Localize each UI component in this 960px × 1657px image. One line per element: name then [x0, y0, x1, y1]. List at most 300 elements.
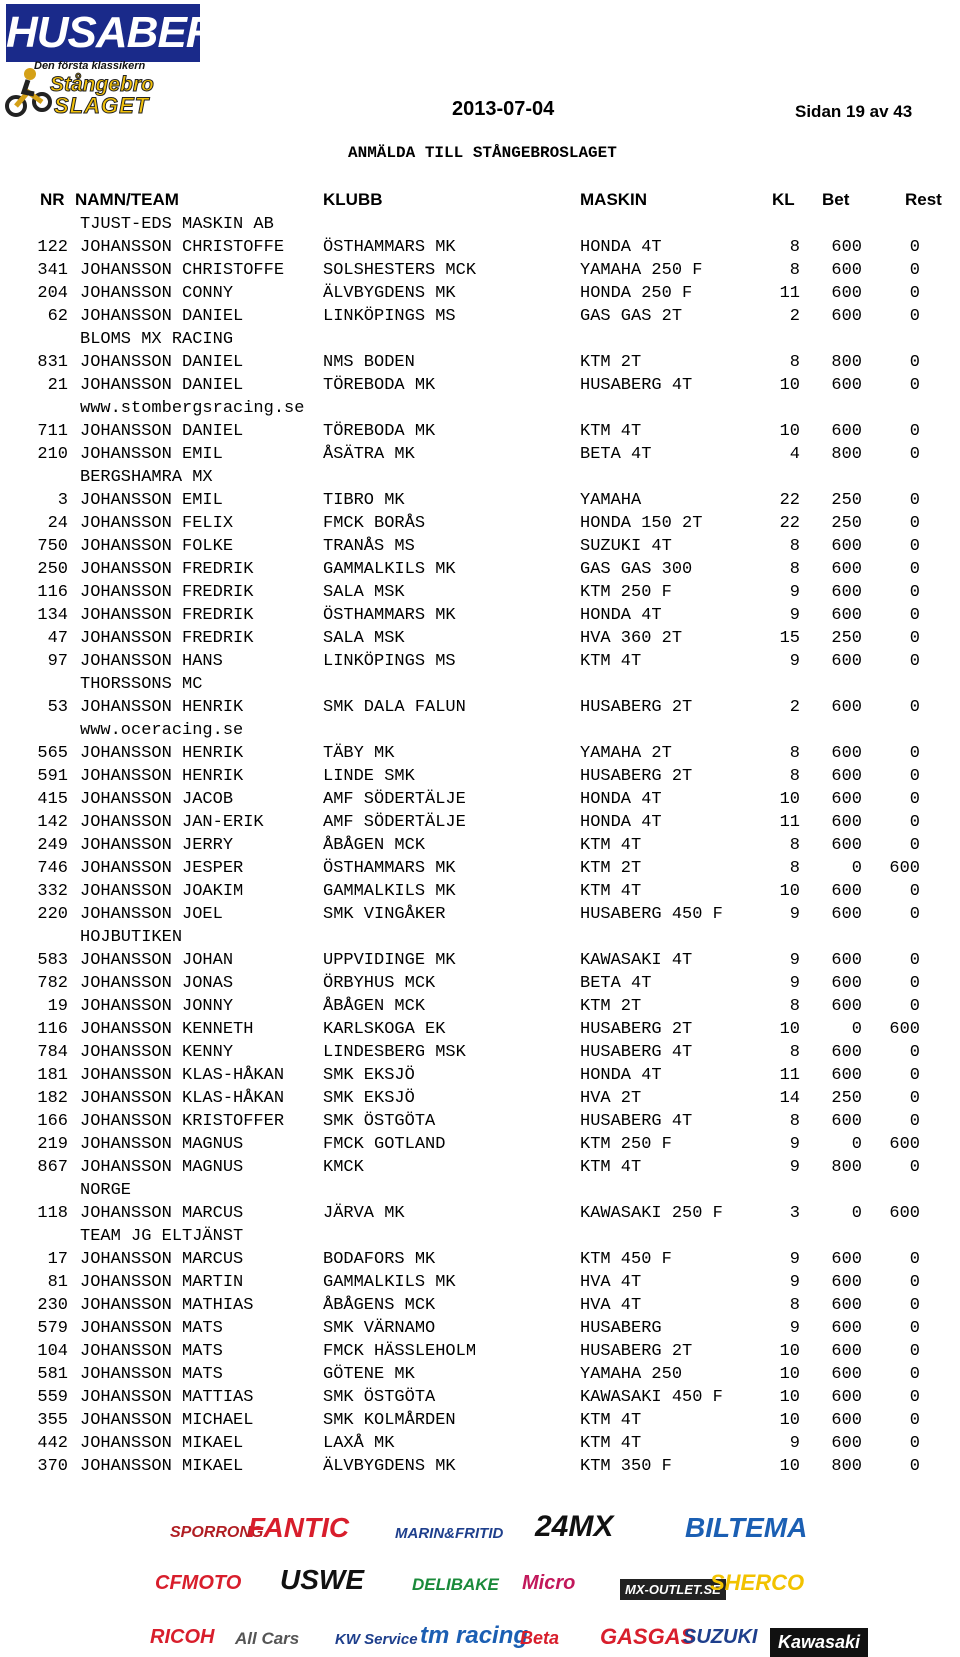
- entry-name: JOHANSSON MICHAEL: [80, 1411, 254, 1430]
- entry-row: [0, 558, 960, 581]
- sponsor-logo: SHERCO: [710, 1570, 805, 1595]
- entry-nr: 122: [37, 238, 68, 257]
- sponsor-logo: CFMOTO: [155, 1572, 242, 1594]
- entry-name: JOHANSSON HENRIK: [80, 767, 244, 786]
- entry-nr: 166: [37, 1112, 68, 1131]
- team-name: www.oceracing.se: [80, 721, 244, 740]
- entry-nr: 97: [47, 652, 68, 671]
- entry-bet: 600: [831, 376, 862, 395]
- logo-tagline: Den första klassikern: [34, 60, 146, 72]
- entry-nr: 355: [37, 1411, 68, 1430]
- entry-rest: 0: [909, 744, 920, 763]
- entry-row: [0, 880, 960, 903]
- entry-row: [0, 1317, 960, 1340]
- entry-machine: HONDA 150 2T: [580, 514, 703, 533]
- entry-bet: 250: [831, 514, 862, 533]
- entry-name: JOHANSSON MATHIAS: [80, 1296, 254, 1315]
- entry-machine: HUSABERG 2T: [580, 1342, 693, 1361]
- entry-machine: YAMAHA 250 F: [580, 261, 703, 280]
- entry-row: [0, 995, 960, 1018]
- entry-name: JOHANSSON FREDRIK: [80, 629, 254, 648]
- entry-club: ÄLVBYGDENS MK: [323, 1457, 456, 1476]
- entry-machine: KTM 450 F: [580, 1250, 672, 1269]
- entry-club: TÖREBODA MK: [323, 376, 436, 395]
- entry-nr: 3: [57, 491, 68, 510]
- entry-rest: 0: [909, 307, 920, 326]
- entry-rest: 0: [909, 836, 920, 855]
- entry-name: JOHANSSON KENNY: [80, 1043, 234, 1062]
- entry-rest: 0: [909, 997, 920, 1016]
- entry-club: ÅSÄTRA MK: [323, 445, 415, 464]
- entry-row: [0, 236, 960, 259]
- entry-club: ÖSTHAMMARS MK: [323, 238, 456, 257]
- entry-name: JOHANSSON JOHAN: [80, 951, 234, 970]
- entry-machine: BETA 4T: [580, 445, 652, 464]
- entry-nr: 746: [37, 859, 68, 878]
- entry-bet: 600: [831, 1365, 862, 1384]
- entry-name: JOHANSSON MARCUS: [80, 1250, 244, 1269]
- entry-machine: KTM 4T: [580, 1434, 642, 1453]
- entry-rest: 0: [909, 514, 920, 533]
- entry-club: ÅBÅGENS MCK: [323, 1296, 436, 1315]
- entry-rest: 0: [909, 1158, 920, 1177]
- entry-nr: 118: [37, 1204, 68, 1223]
- entry-club: TÖREBODA MK: [323, 422, 436, 441]
- entry-name: JOHANSSON FREDRIK: [80, 583, 254, 602]
- entry-bet: 250: [831, 1089, 862, 1108]
- sponsor-logo: MX-OUTLET.SE: [620, 1579, 726, 1600]
- entry-bet: 600: [831, 537, 862, 556]
- entry-nr: 711: [37, 422, 68, 441]
- entry-club: LAXÅ MK: [323, 1434, 395, 1453]
- entry-club: LINDE SMK: [323, 767, 415, 786]
- entry-rest: 600: [889, 1135, 920, 1154]
- entry-row: [0, 1294, 960, 1317]
- sponsor-logo: Micro: [522, 1572, 576, 1594]
- entry-machine: KTM 4T: [580, 882, 642, 901]
- entry-nr: 579: [37, 1319, 68, 1338]
- entry-rest: 600: [889, 859, 920, 878]
- sponsor-logo: RICOH: [150, 1626, 215, 1648]
- entry-club: SMK EKSJÖ: [323, 1066, 415, 1085]
- team-row: [0, 213, 960, 236]
- sponsor-logo: SPORRONG: [170, 1524, 264, 1541]
- team-name: TJUST-EDS MASKIN AB: [80, 215, 274, 234]
- entry-rest: 0: [909, 882, 920, 901]
- col-header-machine: MASKIN: [580, 190, 648, 209]
- entry-bet: 600: [831, 652, 862, 671]
- entry-club: SALA MSK: [323, 629, 405, 648]
- entry-kl: 8: [789, 744, 800, 763]
- entry-nr: 81: [47, 1273, 68, 1292]
- entry-bet: 600: [831, 284, 862, 303]
- entry-nr: 116: [37, 1020, 68, 1039]
- entry-kl: 10: [779, 422, 800, 441]
- entry-kl: 9: [789, 1273, 800, 1292]
- entry-name: JOHANSSON JONAS: [80, 974, 234, 993]
- entry-nr: 19: [47, 997, 68, 1016]
- entry-machine: KTM 2T: [580, 859, 642, 878]
- entry-club: SMK VÄRNAMO: [323, 1319, 436, 1338]
- sponsor-logo: tm racing: [420, 1622, 529, 1649]
- entry-row: [0, 811, 960, 834]
- entry-row: [0, 742, 960, 765]
- entry-club: GAMMALKILS MK: [323, 1273, 456, 1292]
- entry-kl: 22: [779, 491, 800, 510]
- entry-bet: 600: [831, 1388, 862, 1407]
- col-header-kl: KL: [772, 190, 795, 209]
- entry-kl: 8: [789, 767, 800, 786]
- entry-machine: HUSABERG 2T: [580, 1020, 693, 1039]
- entry-bet: 600: [831, 261, 862, 280]
- entry-club: AMF SÖDERTÄLJE: [323, 813, 466, 832]
- entry-row: [0, 489, 960, 512]
- entry-kl: 8: [789, 560, 800, 579]
- entry-name: JOHANSSON FREDRIK: [80, 606, 254, 625]
- entry-bet: 0: [851, 1020, 862, 1039]
- entry-bet: 600: [831, 1411, 862, 1430]
- entry-kl: 9: [789, 606, 800, 625]
- entry-machine: YAMAHA: [580, 491, 642, 510]
- entry-rest: 0: [909, 1457, 920, 1476]
- entry-machine: HONDA 4T: [580, 606, 662, 625]
- entry-machine: GAS GAS 2T: [580, 307, 683, 326]
- entry-kl: 10: [779, 1457, 800, 1476]
- entry-club: LINKÖPINGS MS: [323, 652, 456, 671]
- entry-bet: 800: [831, 445, 862, 464]
- entry-bet: 600: [831, 1250, 862, 1269]
- entry-rest: 0: [909, 1089, 920, 1108]
- entry-nr: 565: [37, 744, 68, 763]
- entry-kl: 8: [789, 859, 800, 878]
- entry-name: JOHANSSON JERRY: [80, 836, 234, 855]
- entry-kl: 8: [789, 1043, 800, 1062]
- entry-club: ÅBÅGEN MCK: [323, 836, 426, 855]
- entry-rest: 0: [909, 790, 920, 809]
- entry-name: JOHANSSON DANIEL: [80, 422, 244, 441]
- entry-row: [0, 420, 960, 443]
- entry-rest: 600: [889, 1204, 920, 1223]
- sponsor-logo: Kawasaki: [770, 1628, 868, 1657]
- col-header-nr: NR: [40, 190, 65, 209]
- entry-row: [0, 581, 960, 604]
- entry-nr: 249: [37, 836, 68, 855]
- col-header-rest: Rest: [905, 190, 942, 209]
- entry-machine: KAWASAKI 4T: [580, 951, 693, 970]
- entry-nr: 53: [47, 698, 68, 717]
- entry-rest: 0: [909, 1388, 920, 1407]
- entry-kl: 8: [789, 997, 800, 1016]
- entry-kl: 10: [779, 1365, 800, 1384]
- sponsor-logo: MARIN&FRITID: [395, 1525, 504, 1542]
- entry-row: [0, 1064, 960, 1087]
- entry-row: [0, 282, 960, 305]
- entry-club: UPPVIDINGE MK: [323, 951, 456, 970]
- entry-name: JOHANSSON JONNY: [80, 997, 234, 1016]
- entry-club: TIBRO MK: [323, 491, 405, 510]
- entry-machine: HONDA 250 F: [580, 284, 693, 303]
- entry-row: [0, 259, 960, 282]
- entry-rest: 0: [909, 1066, 920, 1085]
- entry-name: JOHANSSON KENNETH: [80, 1020, 254, 1039]
- entry-club: SMK ÖSTGÖTA: [323, 1388, 436, 1407]
- entry-row: [0, 604, 960, 627]
- sponsor-logo: GASGAS: [600, 1624, 696, 1649]
- entry-nr: 831: [37, 353, 68, 372]
- entry-club: TÄBY MK: [323, 744, 395, 763]
- entry-nr: 784: [37, 1043, 68, 1062]
- entry-row: [0, 512, 960, 535]
- logo-brand: HUSABERG: [6, 4, 200, 62]
- entry-rest: 0: [909, 1342, 920, 1361]
- entry-name: JOHANSSON KRISTOFFER: [80, 1112, 285, 1131]
- sponsor-logo: KW Service: [335, 1631, 418, 1648]
- entry-name: JOHANSSON HANS: [80, 652, 223, 671]
- entry-kl: 4: [789, 445, 800, 464]
- entry-club: ÖRBYHUS MCK: [323, 974, 436, 993]
- entry-bet: 250: [831, 491, 862, 510]
- entry-club: NMS BODEN: [323, 353, 415, 372]
- entry-nr: 204: [37, 284, 68, 303]
- entry-row: [0, 627, 960, 650]
- entry-machine: HVA 360 2T: [580, 629, 683, 648]
- entry-rest: 0: [909, 1434, 920, 1453]
- entry-machine: HONDA 4T: [580, 813, 662, 832]
- entry-rest: 0: [909, 1296, 920, 1315]
- sponsor-logo: USWE: [280, 1564, 364, 1595]
- entry-row: [0, 1018, 960, 1041]
- entry-machine: KTM 250 F: [580, 1135, 672, 1154]
- entry-rest: 0: [909, 698, 920, 717]
- entry-machine: HUSABERG 4T: [580, 376, 693, 395]
- col-header-bet: Bet: [822, 190, 850, 209]
- entry-rest: 0: [909, 537, 920, 556]
- entry-rest: 0: [909, 951, 920, 970]
- entry-row: [0, 1386, 960, 1409]
- page-number: Sidan 19 av 43: [795, 102, 913, 121]
- entry-club: SALA MSK: [323, 583, 405, 602]
- entry-bet: 600: [831, 560, 862, 579]
- entry-club: GAMMALKILS MK: [323, 560, 456, 579]
- entry-name: JOHANSSON CHRISTOFFE: [80, 261, 285, 280]
- entry-row: [0, 696, 960, 719]
- entry-machine: HVA 4T: [580, 1296, 642, 1315]
- entry-row: [0, 1087, 960, 1110]
- team-row: [0, 328, 960, 351]
- entry-name: JOHANSSON HENRIK: [80, 698, 244, 717]
- entry-rest: 0: [909, 1365, 920, 1384]
- document-title: ANMÄLDA TILL STÅNGEBROSLAGET: [348, 144, 617, 162]
- col-header-name: NAMN/TEAM: [75, 190, 179, 209]
- entry-bet: 600: [831, 1434, 862, 1453]
- entry-row: [0, 1455, 960, 1478]
- entry-machine: HONDA 4T: [580, 238, 662, 257]
- entry-bet: 800: [831, 1457, 862, 1476]
- entry-rest: 0: [909, 629, 920, 648]
- entry-name: JOHANSSON FELIX: [80, 514, 234, 533]
- entry-kl: 9: [789, 1250, 800, 1269]
- entry-nr: 116: [37, 583, 68, 602]
- entry-bet: 600: [831, 1296, 862, 1315]
- entry-machine: KTM 2T: [580, 353, 642, 372]
- entry-nr: 867: [37, 1158, 68, 1177]
- entry-rest: 0: [909, 353, 920, 372]
- entry-name: JOHANSSON DANIEL: [80, 376, 244, 395]
- entry-bet: 600: [831, 1043, 862, 1062]
- entry-row: [0, 443, 960, 466]
- entry-nr: 219: [37, 1135, 68, 1154]
- entry-kl: 9: [789, 951, 800, 970]
- entry-name: JOHANSSON MAGNUS: [80, 1135, 244, 1154]
- entry-rest: 0: [909, 261, 920, 280]
- entry-nr: 559: [37, 1388, 68, 1407]
- entry-club: KMCK: [323, 1158, 364, 1177]
- entry-machine: HVA 2T: [580, 1089, 642, 1108]
- entry-rest: 600: [889, 1020, 920, 1039]
- entry-nr: 341: [37, 261, 68, 280]
- entry-nr: 750: [37, 537, 68, 556]
- entry-bet: 600: [831, 882, 862, 901]
- team-row: [0, 926, 960, 949]
- entry-rest: 0: [909, 560, 920, 579]
- entry-rest: 0: [909, 445, 920, 464]
- sponsor-logo: Beta: [520, 1628, 560, 1648]
- entry-row: [0, 1110, 960, 1133]
- entry-name: JOHANSSON FOLKE: [80, 537, 234, 556]
- entry-row: [0, 834, 960, 857]
- document-date: 2013-07-04: [452, 98, 555, 120]
- entry-name: JOHANSSON EMIL: [80, 491, 223, 510]
- entry-name: JOHANSSON JOAKIM: [80, 882, 244, 901]
- entry-row: [0, 765, 960, 788]
- logo-event-line2: SLAGET: [54, 93, 150, 118]
- entry-name: JOHANSSON MATS: [80, 1342, 223, 1361]
- team-name: THORSSONS MC: [80, 675, 203, 694]
- entry-row: [0, 1409, 960, 1432]
- entry-rest: 0: [909, 1250, 920, 1269]
- entry-row: [0, 949, 960, 972]
- entry-row: [0, 305, 960, 328]
- entry-name: JOHANSSON MATS: [80, 1365, 223, 1384]
- sponsor-logo: All Cars: [235, 1629, 300, 1648]
- entry-kl: 2: [789, 307, 800, 326]
- team-name: NORGE: [80, 1181, 132, 1200]
- entry-rest: 0: [909, 422, 920, 441]
- entry-machine: SUZUKI 4T: [580, 537, 672, 556]
- entry-name: JOHANSSON DANIEL: [80, 353, 244, 372]
- entry-club: ÖSTHAMMARS MK: [323, 859, 456, 878]
- entry-bet: 600: [831, 1342, 862, 1361]
- entry-row: [0, 788, 960, 811]
- entry-name: JOHANSSON MARCUS: [80, 1204, 244, 1223]
- entry-club: FMCK HÄSSLEHOLM: [323, 1342, 477, 1361]
- entry-nr: 583: [37, 951, 68, 970]
- entry-machine: KTM 4T: [580, 836, 642, 855]
- entry-name: JOHANSSON MATTIAS: [80, 1388, 254, 1407]
- entry-kl: 3: [789, 1204, 800, 1223]
- entry-club: SMK EKSJÖ: [323, 1089, 415, 1108]
- entry-kl: 8: [789, 353, 800, 372]
- entry-bet: 600: [831, 1319, 862, 1338]
- entry-machine: HUSABERG 2T: [580, 767, 693, 786]
- entry-nr: 210: [37, 445, 68, 464]
- entry-machine: KAWASAKI 250 F: [580, 1204, 723, 1223]
- entry-bet: 600: [831, 1066, 862, 1085]
- entry-machine: HVA 4T: [580, 1273, 642, 1292]
- entry-club: KARLSKOGA EK: [323, 1020, 446, 1039]
- entry-machine: GAS GAS 300: [580, 560, 693, 579]
- entry-row: [0, 1248, 960, 1271]
- entry-club: LINKÖPINGS MS: [323, 307, 456, 326]
- entry-rest: 0: [909, 1043, 920, 1062]
- entry-bet: 600: [831, 974, 862, 993]
- entry-row: [0, 1340, 960, 1363]
- entry-nr: 581: [37, 1365, 68, 1384]
- entry-rest: 0: [909, 905, 920, 924]
- entry-row: [0, 1156, 960, 1179]
- entry-nr: 442: [37, 1434, 68, 1453]
- entry-machine: KTM 350 F: [580, 1457, 672, 1476]
- entry-row: [0, 351, 960, 374]
- entry-rest: 0: [909, 376, 920, 395]
- entry-club: GÖTENE MK: [323, 1365, 415, 1384]
- entry-club: ÄLVBYGDENS MK: [323, 284, 456, 303]
- entry-nr: 370: [37, 1457, 68, 1476]
- entry-name: JOHANSSON CONNY: [80, 284, 234, 303]
- entry-rest: 0: [909, 491, 920, 510]
- entry-machine: KTM 4T: [580, 1411, 642, 1430]
- col-header-club: KLUBB: [323, 190, 383, 209]
- entry-nr: 134: [37, 606, 68, 625]
- entry-bet: 600: [831, 606, 862, 625]
- entry-row: [0, 1363, 960, 1386]
- entry-list: [0, 213, 960, 1478]
- entry-rest: 0: [909, 238, 920, 257]
- entry-rest: 0: [909, 284, 920, 303]
- entry-bet: 600: [831, 951, 862, 970]
- entry-bet: 0: [851, 1204, 862, 1223]
- entry-club: JÄRVA MK: [323, 1204, 405, 1223]
- sponsor-logo: DELIBAKE: [412, 1575, 499, 1594]
- entry-row: [0, 1202, 960, 1225]
- entry-nr: 182: [37, 1089, 68, 1108]
- entry-kl: 9: [789, 583, 800, 602]
- entry-club: FMCK BORÅS: [323, 514, 426, 533]
- entry-rest: 0: [909, 1273, 920, 1292]
- entry-bet: 250: [831, 629, 862, 648]
- entry-nr: 181: [37, 1066, 68, 1085]
- entry-rest: 0: [909, 974, 920, 993]
- entry-club: SMK VINGÅKER: [323, 905, 446, 924]
- entry-bet: 600: [831, 836, 862, 855]
- entry-rest: 0: [909, 652, 920, 671]
- entry-kl: 10: [779, 790, 800, 809]
- entry-kl: 9: [789, 974, 800, 993]
- entry-bet: 800: [831, 1158, 862, 1177]
- entry-bet: 600: [831, 997, 862, 1016]
- entry-row: [0, 374, 960, 397]
- entry-machine: KTM 250 F: [580, 583, 672, 602]
- entry-kl: 8: [789, 1296, 800, 1315]
- entry-kl: 15: [779, 629, 800, 648]
- entry-bet: 600: [831, 583, 862, 602]
- entry-club: ÖSTHAMMARS MK: [323, 606, 456, 625]
- entry-rest: 0: [909, 1319, 920, 1338]
- entry-machine: KTM 2T: [580, 997, 642, 1016]
- entry-nr: 24: [47, 514, 68, 533]
- husaberg-logo: [4, 4, 250, 118]
- entry-kl: 10: [779, 1020, 800, 1039]
